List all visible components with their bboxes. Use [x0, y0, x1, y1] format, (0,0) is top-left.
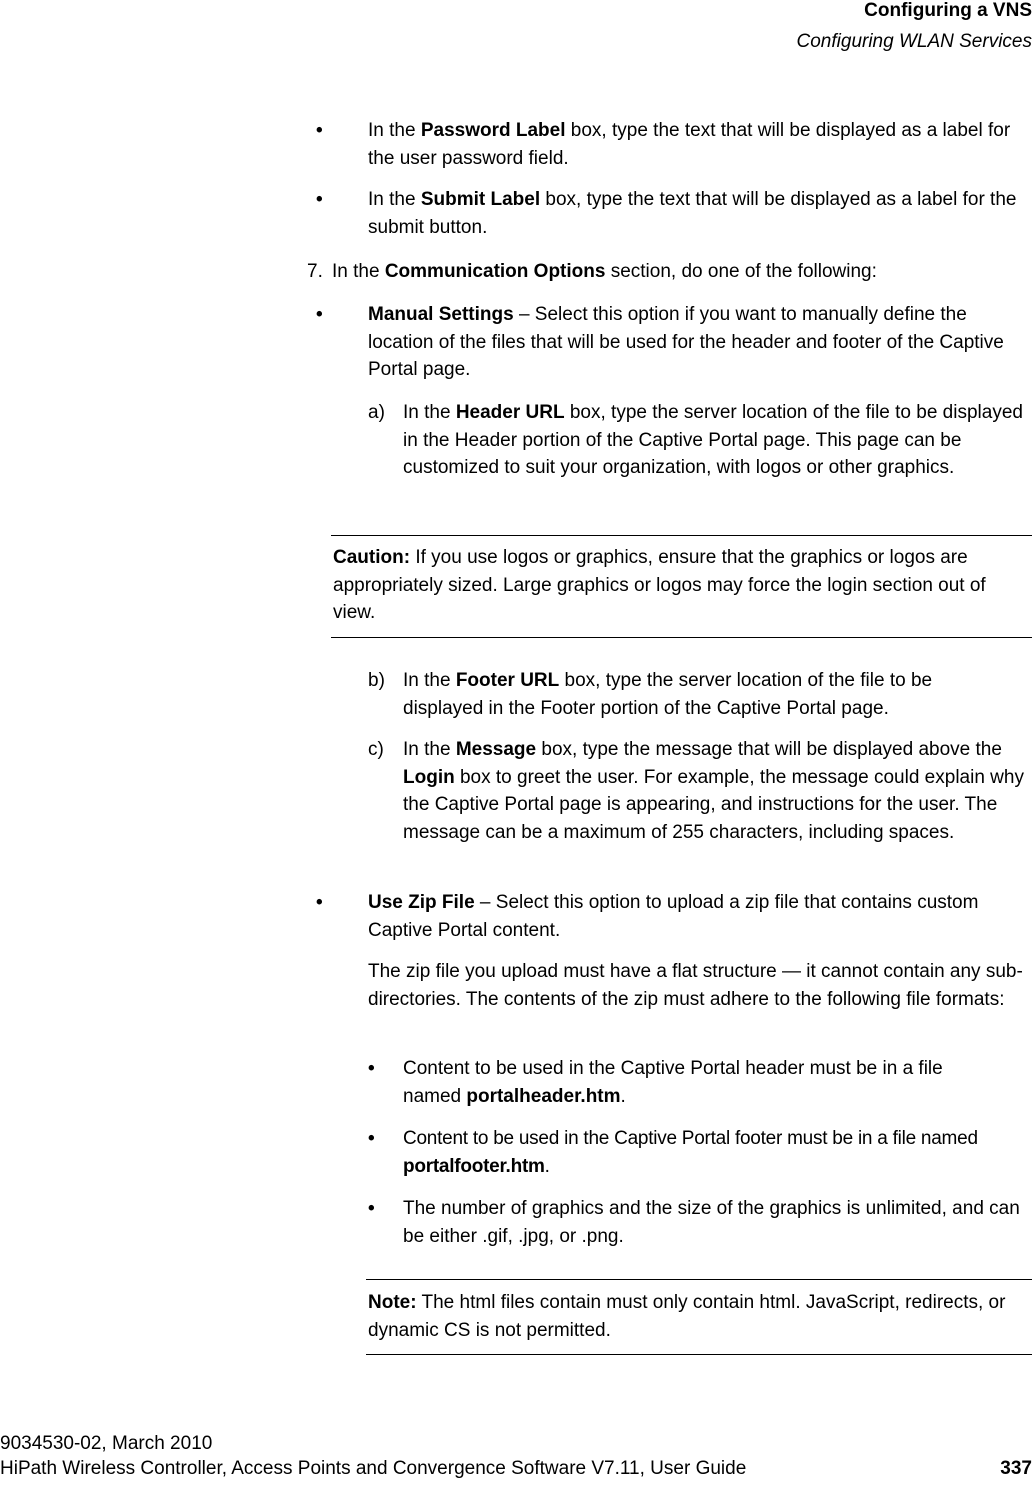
- bullet-marker: •: [316, 304, 323, 325]
- substep-label: b): [368, 670, 385, 691]
- footer-title: HiPath Wireless Controller, Access Points and Convergence Software V7.11, User Guide: [0, 1458, 747, 1479]
- bullet-text: The number of graphics and the size of the graphics is unlimited, and can be either .gif, .jpg, or .png.: [403, 1198, 1020, 1247]
- note: Note: The html files contain must only contain html. JavaScript, redirects, or dynamic CS is not permitted.: [368, 1292, 1006, 1341]
- bullet-text: Content to be used in the Captive Portal footer must be in a file named portalfooter.htm.: [403, 1128, 978, 1177]
- running-header-subtitle: Configuring WLAN Services: [796, 31, 1032, 52]
- note-top-rule: [366, 1279, 1032, 1280]
- bullet-text: In the Password Label box, type the text that will be displayed as a label for the user password field.: [368, 120, 1011, 169]
- bullet-marker: •: [316, 892, 323, 913]
- page-number: 337: [1000, 1458, 1032, 1479]
- running-header-title: Configuring a VNS: [864, 0, 1032, 21]
- footer-doc-id: 9034530-02, March 2010: [0, 1433, 213, 1454]
- step-text: In the Communication Options section, do one of the following:: [332, 261, 877, 282]
- bullet-marker: •: [368, 1198, 375, 1219]
- caution-bottom-rule: [331, 637, 1032, 638]
- caution-label: Caution:: [333, 547, 411, 568]
- bullet-text: Manual Settings – Select this option if you want to manually define the location of the files that will be used for the header and footer of the Captive Portal page.: [368, 304, 1004, 380]
- bullet-marker: •: [368, 1128, 375, 1149]
- substep-label: a): [368, 402, 385, 423]
- note-bottom-rule: [366, 1354, 1032, 1355]
- bullet-marker: •: [368, 1058, 375, 1079]
- bullet-marker: •: [316, 120, 323, 141]
- bullet-marker: •: [316, 189, 323, 210]
- note-label: Note:: [368, 1292, 417, 1313]
- caution-note: Caution: If you use logos or graphics, ensure that the graphics or logos are appropriately sized. Large graphics or logos may force the login section out of view.: [333, 547, 986, 623]
- substep-text: In the Message box, type the message that will be displayed above the Login box to greet the user. For example, the message could explain why the Captive Portal page is appearing, and instructions for the user. The message can be a maximum of 255 characters, including spaces.: [403, 739, 1024, 843]
- step-number: 7.: [307, 261, 323, 282]
- substep-label: c): [368, 739, 384, 760]
- caution-top-rule: [331, 535, 1032, 536]
- bullet-text: Use Zip File – Select this option to upload a zip file that contains custom Captive Portal content.: [368, 892, 979, 941]
- bullet-text: Content to be used in the Captive Portal header must be in a file named portalheader.htm.: [403, 1058, 943, 1107]
- substep-text: In the Footer URL box, type the server location of the file to be displayed in the Footer portion of the Captive Portal page.: [403, 670, 933, 719]
- bullet-text: In the Submit Label box, type the text that will be displayed as a label for the submit button.: [368, 189, 1017, 238]
- zip-paragraph: The zip file you upload must have a flat structure — it cannot contain any sub-directories. The contents of the zip must adhere to the following file formats:: [368, 961, 1023, 1010]
- substep-text: In the Header URL box, type the server location of the file to be displayed in the Header portion of the Captive Portal page. This page can be customized to suit your organization, with logos or other graphics.: [403, 402, 1023, 478]
